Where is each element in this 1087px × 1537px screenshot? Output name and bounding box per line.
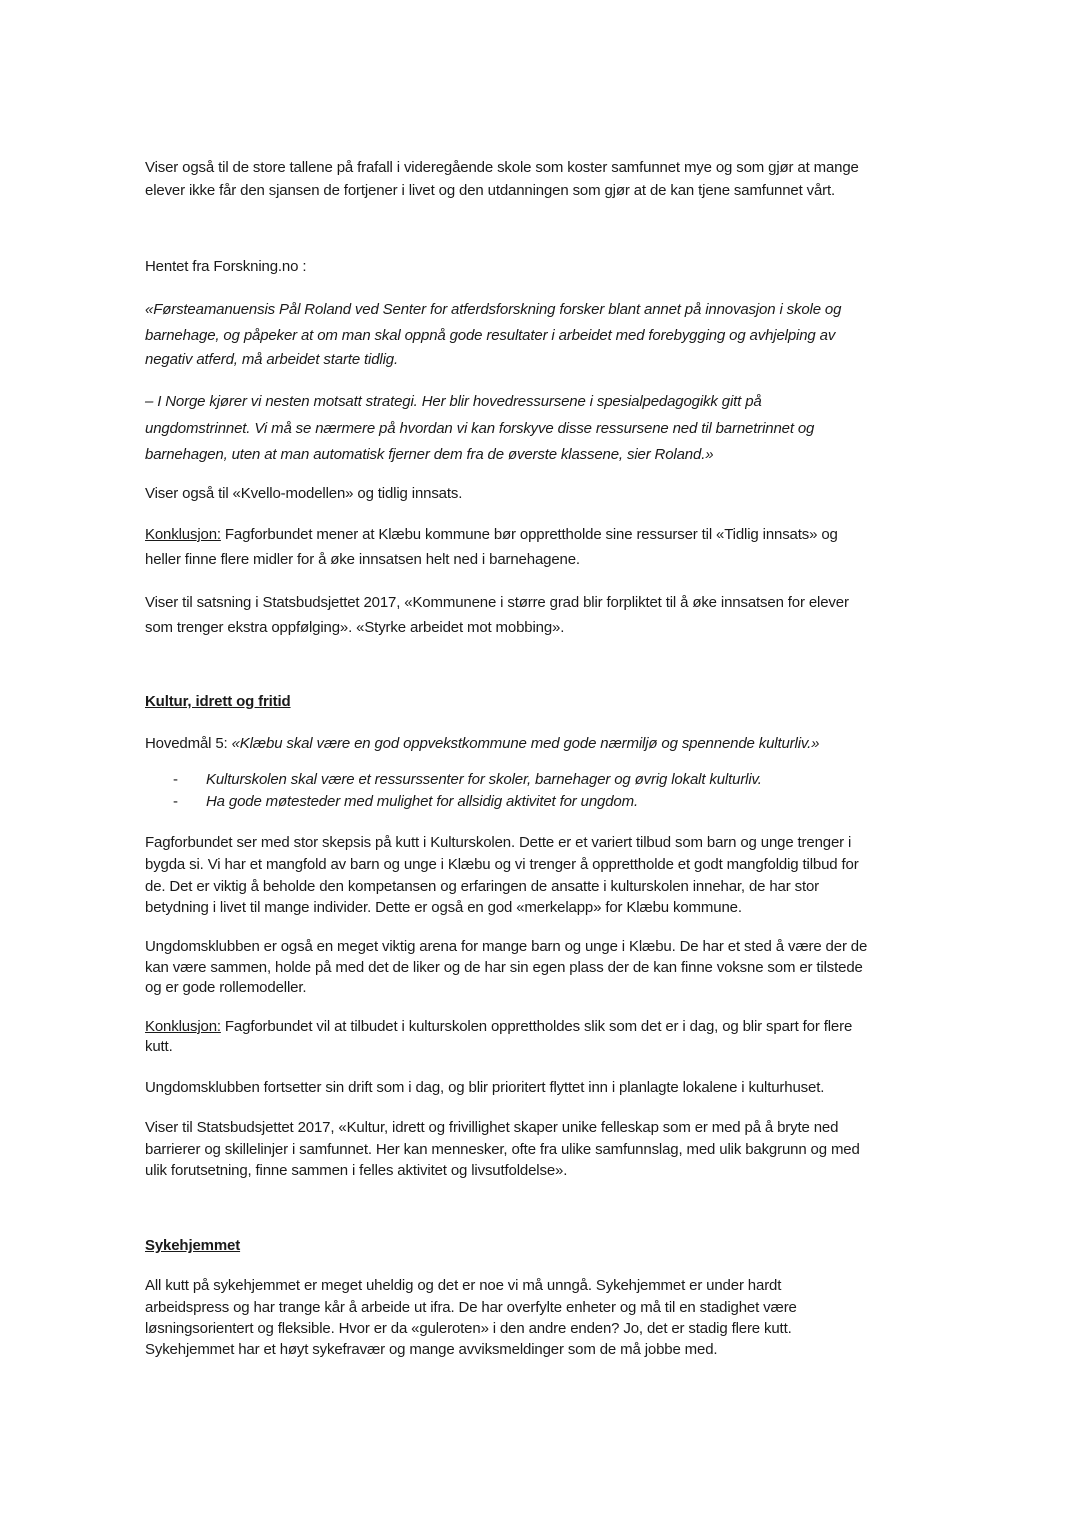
paragraph-line: Fagforbundet ser med stor skepsis på kutt i Kulturskolen. Dette er et variert tilbud som barn og unge trenger i xyxy=(145,834,852,851)
bullet-item: Ha gode møtesteder med mulighet for allsidig aktivitet for ungdom. xyxy=(206,793,638,810)
paragraph-line: Ungdomsklubben fortsetter sin drift som i dag, og blir prioritert flyttet inn i planlagte lokalene i kulturhuset. xyxy=(145,1079,825,1096)
goal-label: Hovedmål 5: xyxy=(145,735,232,752)
paragraph-line: og er gode rollemodeller. xyxy=(145,979,307,996)
paragraph-line: All kutt på sykehjemmet er meget uheldig og det er noe vi må unngå. Sykehjemmet er under hardt xyxy=(145,1277,782,1294)
paragraph-line: barrierer og skillelinjer i samfunnet. Her kan mennesker, ofte fra ulike samfunnslag, med ulik bakgrunn og med xyxy=(145,1141,860,1158)
paragraph-line: som trenger ekstra oppfølging». «Styrke arbeidet mot mobbing». xyxy=(145,619,565,636)
paragraph-line: de. Det er viktig å beholde den kompetansen og erfaringen de ansatte i kulturskolen innehar, de har stor xyxy=(145,878,820,895)
conclusion-line xyxy=(145,525,838,545)
conclusion-line: heller finne flere midler for å øke innsatsen helt ned i barnehagene. xyxy=(145,551,580,568)
paragraph-line: Viser også til de store tallene på frafall i videregående skole som koster samfunnet mye og som gjør at mange xyxy=(145,159,859,176)
paragraph-line: ulik forutsetning, finne sammen i felles aktivitet og livsutfoldelse». xyxy=(145,1162,568,1179)
conclusion-label: Konklusjon: xyxy=(145,526,221,543)
paragraph-line: Viser til Statsbudsjettet 2017, «Kultur, idrett og frivillighet skaper unike felleskap som er med på å bryte ned xyxy=(145,1119,839,1136)
bullet-marker: - xyxy=(173,793,178,810)
conclusion-text: Fagforbundet vil at tilbudet i kulturskolen opprettholdes slik som det er i dag, og blir spart for flere xyxy=(220,1018,853,1035)
paragraph-line: Sykehjemmet har et høyt sykefravær og mange avviksmeldinger som de må jobbe med. xyxy=(145,1341,718,1358)
paragraph-line: elever ikke får den sjansen de fortjener i livet og den utdanningen som gjør at de kan tjene samfunnet vårt. xyxy=(145,182,836,199)
paragraph-line: Viser til satsning i Statsbudsjettet 2017, «Kommunene i større grad blir forpliktet til å øke innsatsen for elever xyxy=(145,594,849,611)
conclusion-line: kutt. xyxy=(145,1038,173,1055)
quote-line: negativ atferd, må arbeidet starte tidlig. xyxy=(145,351,399,368)
section-heading: Sykehjemmet xyxy=(145,1237,241,1254)
quote-line: – I Norge kjører vi nesten motsatt strategi. Her blir hovedressursene i spesialpedagogikk gitt på xyxy=(145,393,762,410)
conclusion-line xyxy=(145,1017,852,1037)
paragraph-line: Ungdomsklubben er også en meget viktig arena for mange barn og unge i Klæbu. De har et sted å være der de xyxy=(145,938,868,955)
paragraph-line: Viser også til «Kvello-modellen» og tidlig innsats. xyxy=(145,485,463,502)
bullet-item: Kulturskolen skal være et ressurssenter for skoler, barnehager og øvrig lokalt kulturliv. xyxy=(206,771,762,788)
quote-line: barnehage, og påpeker at om man skal oppnå gode resultater i arbeidet med forebygging og avhjelping av xyxy=(145,327,836,344)
bullet-marker: - xyxy=(173,771,178,788)
goal-text: «Klæbu skal være en god oppvekstkommune med gode nærmiljø og spennende kulturliv.» xyxy=(231,735,820,752)
conclusion-label: Konklusjon: xyxy=(145,1018,221,1035)
quote-line: «Førsteamanuensis Pål Roland ved Senter for atferdsforskning forsker blant annet på innovasjon i skole og xyxy=(145,301,842,318)
paragraph-line: arbeidspress og har trange kår å arbeide ut ifra. De har overfylte enheter og må til en stadighet være xyxy=(145,1299,797,1316)
paragraph-line: kan være sammen, holde på med det de liker og de har sin egen plass der de kan finne voksne som er tilstede xyxy=(145,959,863,976)
quote-line: ungdomstrinnet. Vi må se nærmere på hvordan vi kan forskyve disse ressursene ned til barnetrinnet og xyxy=(145,420,815,437)
paragraph-line: bygda si. Vi har et mangfold av barn og unge i Klæbu og vi trenger å opprettholde et godt mangfoldig tilbud for xyxy=(145,856,859,873)
section-heading: Kultur, idrett og fritid xyxy=(145,693,291,710)
goal-line xyxy=(145,734,819,754)
paragraph-line: løsningsorientert og fleksible. Hvor er da «guleroten» i den andre enden? Jo, det er stadig flere kutt. xyxy=(145,1320,792,1337)
paragraph-line: betydning i livet til mange individer. Dette er også en god «merkelapp» for Klæbu kommune. xyxy=(145,899,742,916)
quote-line: barnehagen, uten at man automatisk fjerner dem fra de øverste klassene, sier Roland.» xyxy=(145,446,714,463)
source-label: Hentet fra Forskning.no : xyxy=(145,258,307,275)
conclusion-text: Fagforbundet mener at Klæbu kommune bør opprettholde sine ressurser til «Tidlig innsats» og xyxy=(220,526,838,543)
